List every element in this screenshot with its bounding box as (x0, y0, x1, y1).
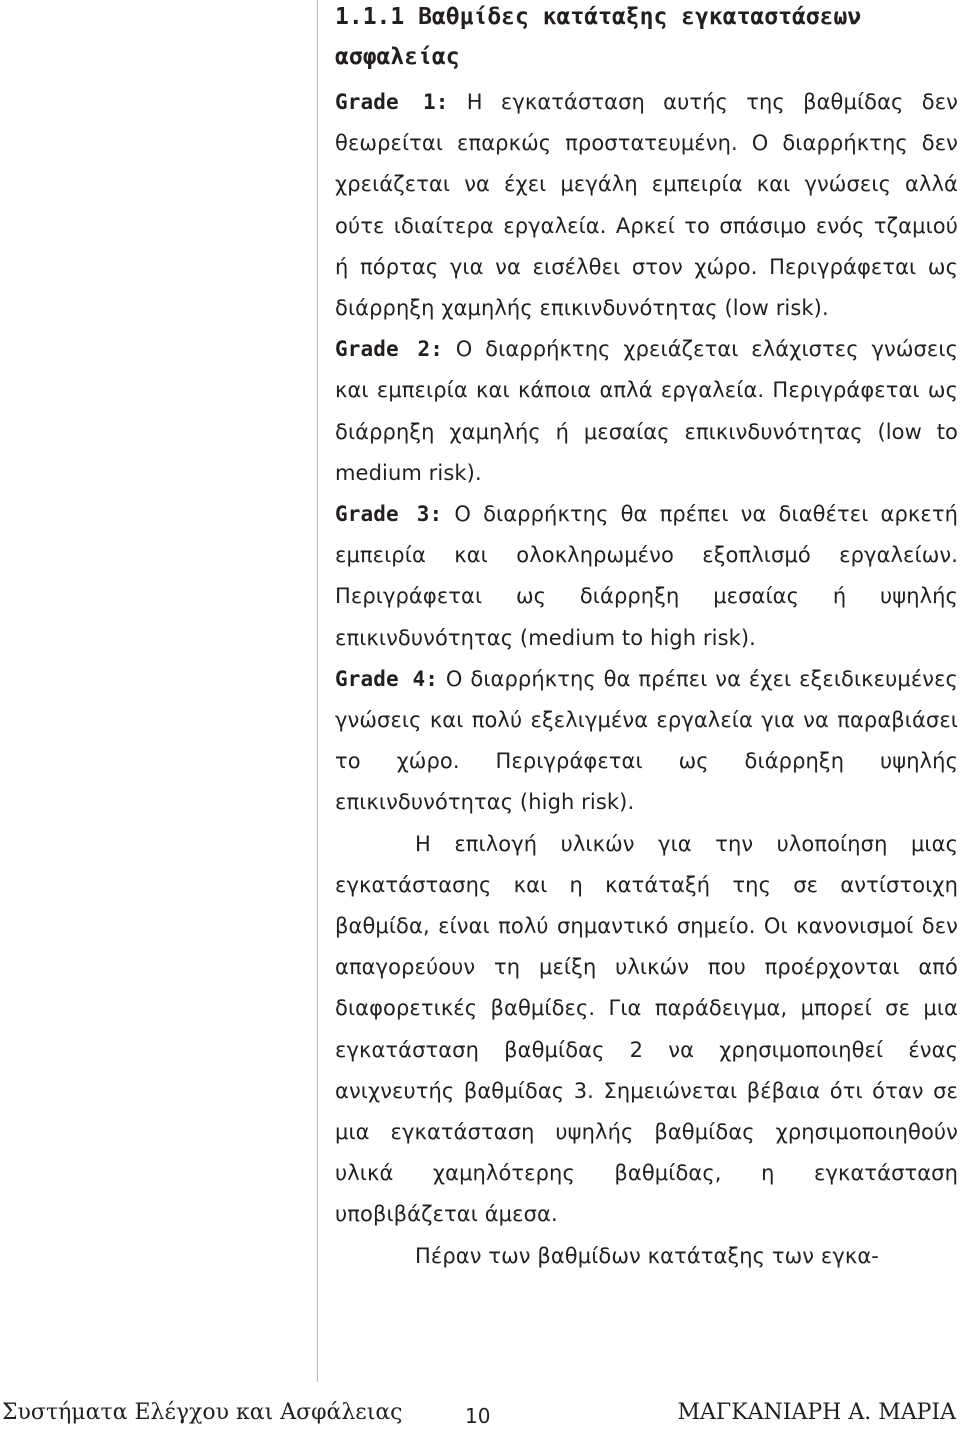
grade-1-paragraph (335, 82, 958, 329)
grade-3-label: Grade 3: (335, 502, 443, 527)
grade-4-paragraph (335, 659, 958, 824)
document-body (335, 82, 958, 1277)
grade-3-text: Ο διαρρήκτης θα πρέπει να διαθέτει αρκετή εμπειρία και ολοκληρωμένο εξοπλισμό εργαλείων. Περιγράφεται ως διάρρηξη μεσαίας ή υψηλής επικινδυνότητας (medium to high risk). (335, 502, 958, 650)
grade-2-text: Ο διαρρήκτης χρειάζεται ελάχιστες γνώσεις και εμπειρία και κάποια απλά εργαλεία. Περιγράφεται ως διάρρηξη χαμηλής ή μεσαίας επικινδυνότητας (low to medium risk). (335, 337, 959, 485)
grade-2-label: Grade 2: (335, 337, 443, 362)
grade-4-label: Grade 4: (335, 666, 439, 691)
body-paragraph-continued: Πέραν των βαθμίδων κατάταξης των εγκα- (415, 1243, 879, 1268)
grade-4-text: Ο διαρρήκτης θα πρέπει να έχει εξειδικευμένες γνώσεις και πολύ εξελιγμένα εργαλεία για να παραβιάσει το χώρο. Περιγράφεται ως διάρρηξη υψηλής επικινδυνότητας (high risk). (335, 666, 958, 815)
body-paragraph-materials: Η επιλογή υλικών για την υλοποίηση μιας εγκατάστασης και η κατάταξή της σε αντίστοιχη βαθμίδα, είναι πολύ σημαντικό σημείο. Οι κανονισμοί δεν απαγορεύουν τη μείξη υλικών που προέρχονται από διαφορετικές βαθμίδες. Για παράδειγμα, μπορεί σε μια εγκατάσταση βαθμίδας 2 να χρησιμοποιηθεί ένας ανιχνευτής βαθμίδας 3. Σημειώνεται βέβαια ότι όταν σε μια εγκατάσταση υψηλής βαθμίδας χρησιμοποιηθούν υλικά χαμηλότερης βαθμίδας, η εγκατάσταση υποβιβάζεται άμεσα. (335, 831, 958, 1227)
footer-document-title: Συστήματα Ελέγχου και Ασφάλειας (2, 1400, 403, 1425)
grade-1-text: Η εγκατάσταση αυτής της βαθμίδας δεν θεωρείται επαρκώς προστατευμένη. Ο διαρρήκτης δεν χρειάζεται να έχει μεγάλη εμπειρία και γνώσεις αλλά ούτε ιδιαίτερα εργαλεία. Αρκεί το σπάσιμο ενός τζαμιού ή πόρτας για να εισέλθει στον χώρο. Περιγράφεται ως διάρρηξη χαμηλής επικινδυνότητας (low risk). (335, 90, 958, 321)
grade-1-label: Grade 1: (335, 90, 449, 114)
grade-2-paragraph (335, 329, 958, 494)
grade-3-paragraph (335, 494, 958, 659)
section-heading: 1.1.1 Βαθμίδες κατάταξης εγκαταστάσεων ασφαλείας (335, 4, 862, 70)
footer-author: ΜΑΓΚΑΝΙΑΡΗ Α. ΜΑΡΙΑ (677, 1400, 956, 1425)
page-number: 10 (465, 1404, 491, 1428)
margin-rule (317, 0, 318, 1382)
